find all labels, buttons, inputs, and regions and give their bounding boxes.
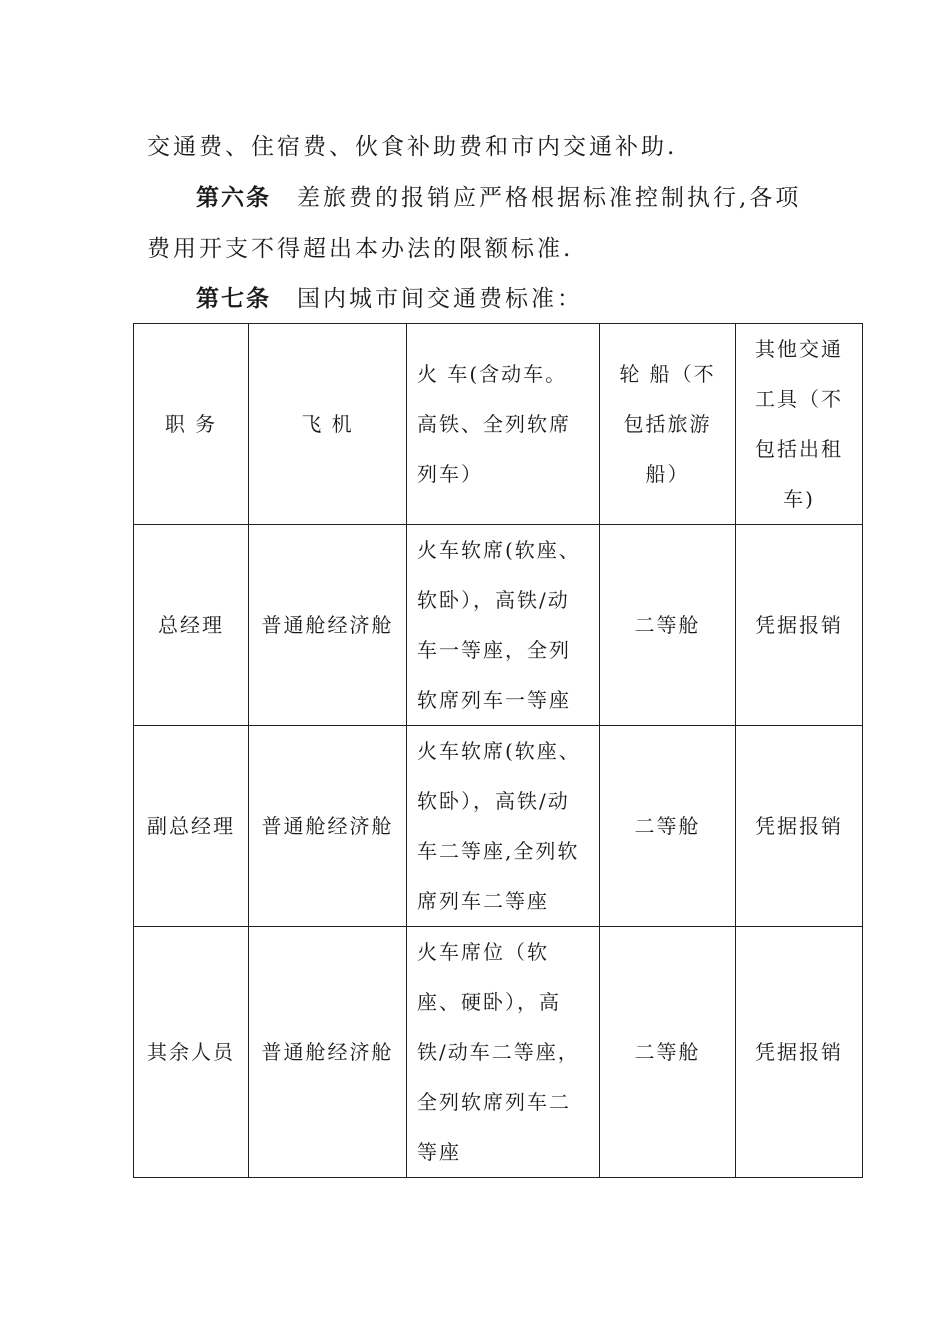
article-six-heading: 第六条 — [196, 184, 271, 211]
transport-standard-table — [133, 323, 863, 1178]
cell-ship: 二等舱 — [600, 525, 736, 726]
cell-position: 其余人员 — [134, 927, 249, 1178]
header-airplane: 飞 机 — [249, 324, 407, 525]
cell-ship: 二等舱 — [600, 927, 736, 1178]
article-six-continuation: 费用开支不得超出本办法的限额标准. — [147, 236, 574, 262]
header-train: 火 车(含动车。高铁、全列软席列车） — [407, 324, 600, 525]
cell-ship: 二等舱 — [600, 726, 736, 927]
header-other: 其他交通工具（不包括出租车) — [736, 324, 863, 525]
table-row — [134, 726, 863, 927]
header-position: 职 务 — [134, 324, 249, 525]
header-ship: 轮 船（不包括旅游船） — [600, 324, 736, 525]
cell-position: 总经理 — [134, 525, 249, 726]
paragraph-continuation: 交通费、住宿费、伙食补助费和市内交通补助. — [147, 134, 678, 160]
cell-train: 火车软席(软座、软卧），高铁/动车一等座，全列软席列车一等座 — [407, 525, 600, 726]
cell-airplane: 普通舱经济舱 — [249, 726, 407, 927]
table-row — [134, 525, 863, 726]
cell-train: 火车席位（软座、硬卧），高铁/动车二等座，全列软席列车二等座 — [407, 927, 600, 1178]
article-six — [196, 182, 801, 214]
cell-other: 凭据报销 — [736, 726, 863, 927]
table-row — [134, 927, 863, 1178]
cell-airplane: 普通舱经济舱 — [249, 525, 407, 726]
cell-other: 凭据报销 — [736, 525, 863, 726]
article-six-text: 差旅费的报销应严格根据标准控制执行,各项 — [297, 185, 802, 211]
table-header-row — [134, 324, 863, 525]
article-seven — [196, 283, 583, 315]
cell-other: 凭据报销 — [736, 927, 863, 1178]
cell-airplane: 普通舱经济舱 — [249, 927, 407, 1178]
cell-train: 火车软席(软座、软卧），高铁/动车二等座,全列软席列车二等座 — [407, 726, 600, 927]
article-seven-text: 国内城市间交通费标准： — [297, 286, 583, 312]
article-seven-heading: 第七条 — [196, 285, 271, 312]
cell-position: 副总经理 — [134, 726, 249, 927]
